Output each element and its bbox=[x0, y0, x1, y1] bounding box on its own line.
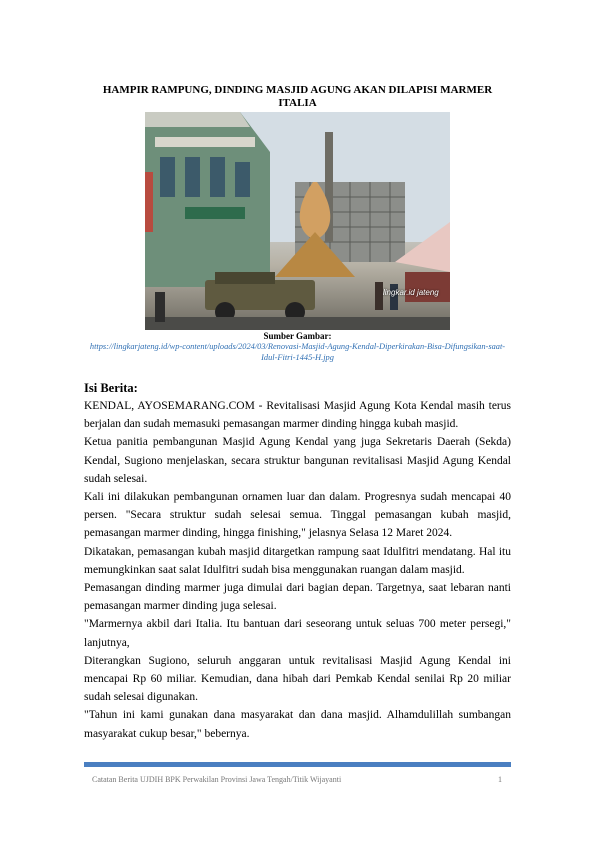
paragraph: Pemasangan dinding marmer juga dimulai dari bagian depan. Targetnya, saat lebaran nanti pemasangan marmer dinding juga selesai. bbox=[84, 582, 511, 613]
paragraph: Dikatakan, pemasangan kubah masjid ditargetkan rampung saat Idulfitri mendatang. Hal itu memungkinkan saat salat Idulfitri sudah bisa menggunakan ruangan dalam masjid. bbox=[84, 545, 511, 576]
section-heading: Isi Berita: bbox=[84, 381, 138, 395]
image-source-link[interactable]: https://lingkarjateng.id/wp-content/uploads/2024/03/Renovasi-Masjid-Agung-Kendal-Diperkirakan-Bisa-Difungsikan-saat-Idul-Fitri-1445-H.jpg bbox=[89, 342, 506, 362]
image-source-label: Sumber Gambar: bbox=[263, 331, 332, 341]
page-number: 1 bbox=[498, 775, 502, 784]
news-body bbox=[84, 397, 511, 743]
paragraph: KENDAL, AYOSEMARANG.COM - Revitalisasi Masjid Agung Kota Kendal masih terus berjalan dan sudah memasuki pemasangan marmer dinding hingga kubah masjid. bbox=[84, 400, 511, 431]
mosque-renovation-photo bbox=[145, 112, 450, 330]
footer-divider bbox=[84, 762, 511, 767]
paragraph: "Marmernya akbil dari Italia. Itu bantuan dari seseorang untuk seluas 700 meter persegi," lanjutnya, bbox=[84, 618, 511, 649]
paragraph: Kali ini dilakukan pembangunan ornamen luar dan dalam. Progresnya sudah mencapai 40 persen. "Secara struktur sudah selesai semua. Tinggal pemasangan kubah masjid, pemasangan marmer dinding, hingga finishing," jelasnya Selasa 12 Maret 2024. bbox=[84, 491, 511, 540]
paragraph: "Tahun ini kami gunakan dana masyarakat dan dana masjid. Alhamdulillah sumbangan masyarakat cukup besar," bebernya. bbox=[84, 709, 511, 740]
paragraph: Diterangkan Sugiono, seluruh anggaran untuk revitalisasi Masjid Agung Kendal ini mencapai Rp 60 miliar. Kemudian, dana hibah dari Pemkab Kendal senilai Rp 20 miliar sudah selesai digunakan. bbox=[84, 654, 511, 704]
news-title: HAMPIR RAMPUNG, DINDING MASJID AGUNG AKAN DILAPISI MARMER ITALIA bbox=[102, 84, 493, 109]
footer-text: Catatan Berita UJDIH BPK Perwakilan Provinsi Jawa Tengah/Titik Wijayanti bbox=[92, 775, 342, 784]
news-photo bbox=[145, 112, 450, 330]
paragraph: Ketua panitia pembangunan Masjid Agung Kendal yang juga Sekretaris Daerah (Sekda) Kendal, Sugiono menjelaskan, secara struktur bangunan revitalisasi Masjid Agung Kendal sudah selesai. bbox=[84, 436, 511, 485]
photo-watermark: lingkar.id jateng bbox=[383, 288, 439, 297]
